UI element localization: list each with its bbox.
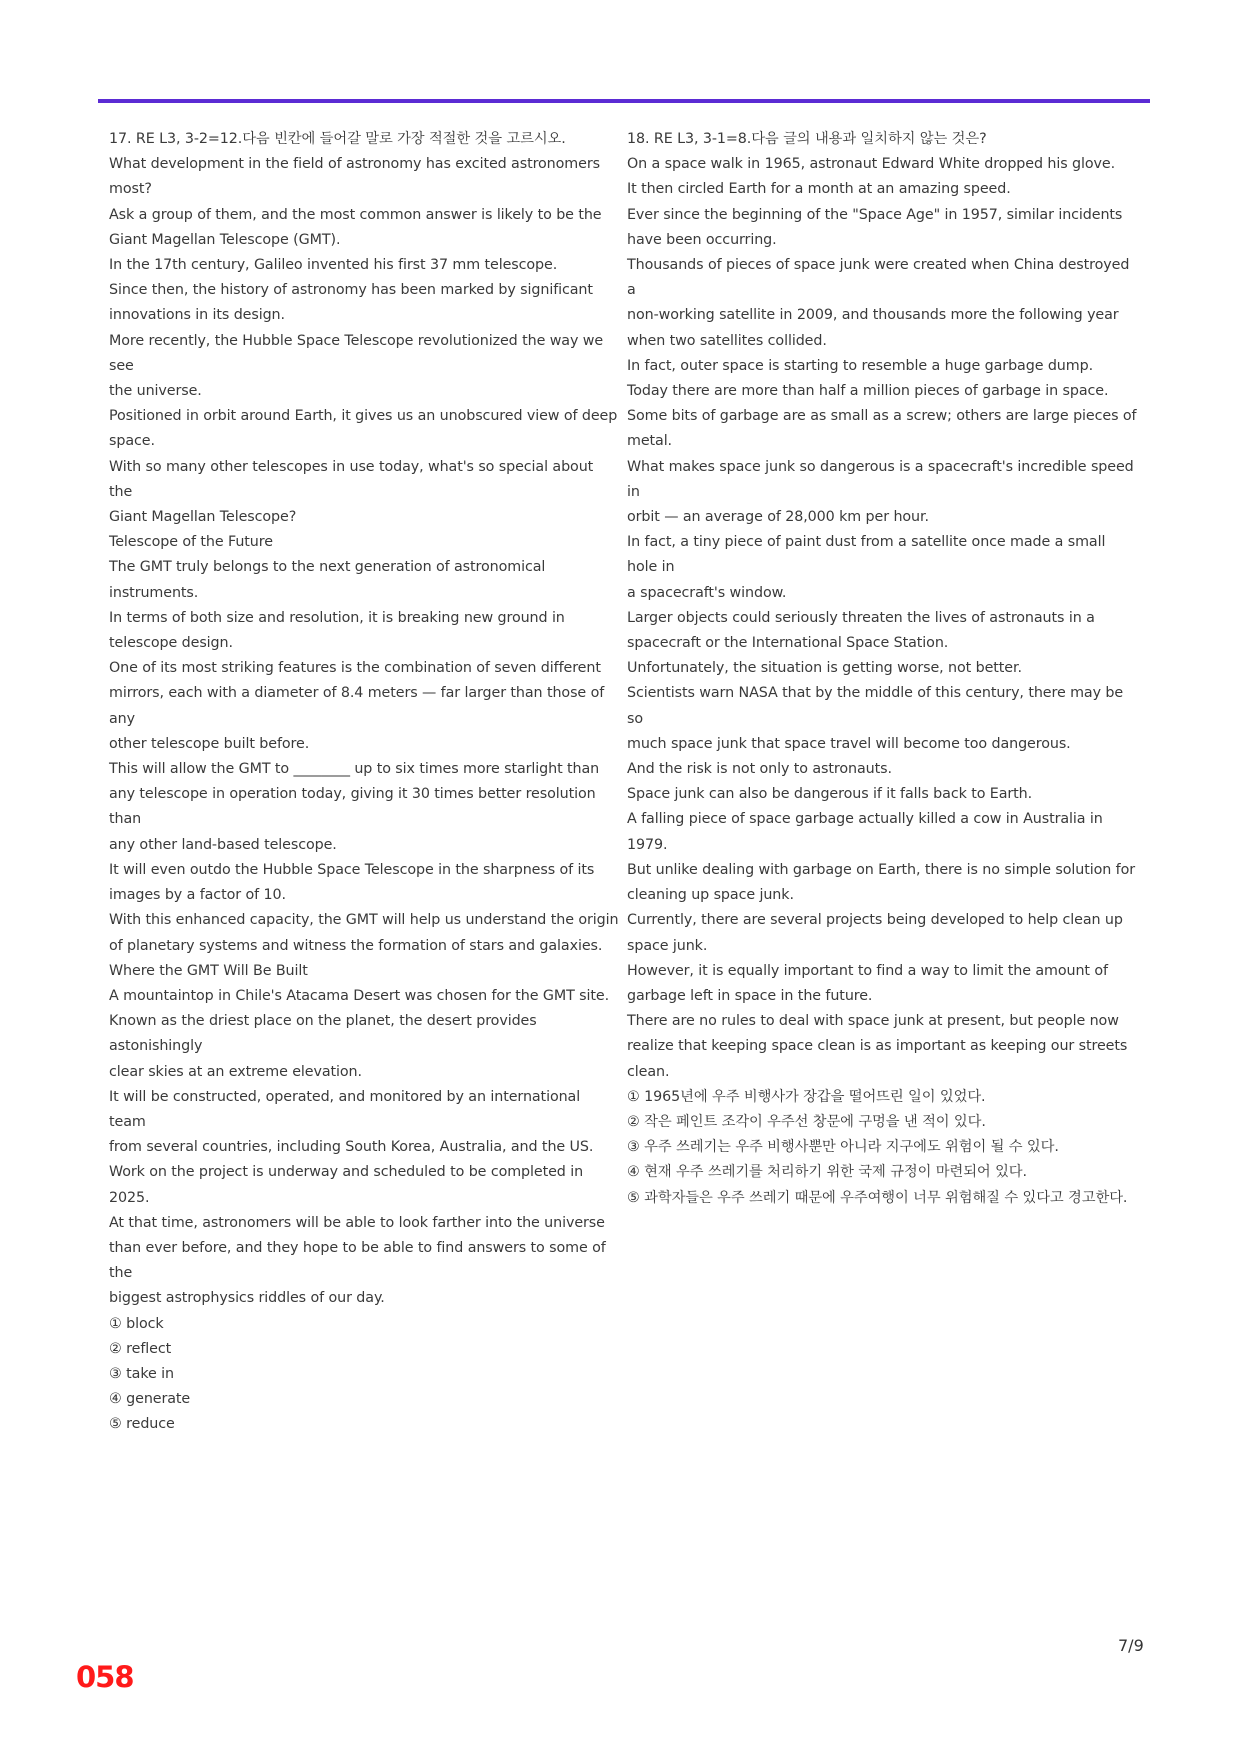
q18-text-line: realize that keeping space clean is as important as keeping our streets (627, 1038, 1128, 1055)
q18-text-line: In fact, a tiny piece of paint dust from a satellite once made a small hole in (627, 534, 1110, 576)
q17-text-line: mirrors, each with a diameter of 8.4 meters — far larger than those of any (109, 685, 609, 727)
q18-text-line: However, it is equally important to find a way to limit the amount of (627, 962, 1108, 979)
q18-text-line: orbit — an average of 28,000 km per hour. (627, 509, 929, 526)
q17-text-line: any telescope in operation today, giving it 30 times better resolution than (109, 786, 601, 828)
q17-text-line: With so many other telescopes in use today, what's so special about the (109, 458, 598, 500)
page-number: 7/9 (1118, 1636, 1144, 1655)
q17-text-line: Giant Magellan Telescope (GMT). (109, 231, 341, 248)
q18-text-line: spacecraft or the International Space Station. (627, 635, 949, 652)
q17-text-line: Giant Magellan Telescope? (109, 509, 297, 526)
question-18-column (627, 127, 1137, 1211)
q17-text-line: 17. RE L3, 3-2=12.다음 빈칸에 들어갈 말로 가장 적절한 것을 고르시오. (109, 131, 566, 147)
q17-text-line: In the 17th century, Galileo invented his first 37 mm telescope. (109, 257, 558, 274)
document-code: 058 (76, 1660, 134, 1694)
q17-text-line: ① block (109, 1315, 164, 1332)
q18-text-line: Unfortunately, the situation is getting worse, not better. (627, 660, 1022, 677)
q18-text-line: Thousands of pieces of space junk were created when China destroyed a (627, 257, 1134, 299)
q17-text-line: In terms of both size and resolution, it is breaking new ground in (109, 609, 565, 626)
q17-text-line: ③ take in (109, 1365, 174, 1382)
q18-text-line: non-working satellite in 2009, and thousands more the following year (627, 307, 1119, 324)
q18-text-line: ④ 현재 우주 쓰레기를 처리하기 위한 국제 규정이 마련되어 있다. (627, 1164, 1027, 1181)
q18-text-line: ③ 우주 쓰레기는 우주 비행사뿐만 아니라 지구에도 위험이 될 수 있다. (627, 1139, 1059, 1156)
q18-text-line: Currently, there are several projects being developed to help clean up (627, 912, 1123, 929)
q17-text-line: One of its most striking features is the combination of seven different (109, 660, 601, 677)
q17-text-line: ② reflect (109, 1340, 172, 1357)
q18-text-line: Today there are more than half a million pieces of garbage in space. (627, 383, 1109, 400)
q18-text-line: Ever since the beginning of the "Space Age" in 1957, similar incidents (627, 206, 1123, 223)
q17-text-line: The GMT truly belongs to the next generation of astronomical (109, 559, 546, 576)
q18-text-line: ⑤ 과학자들은 우주 쓰레기 때문에 우주여행이 너무 위험해질 수 있다고 경고한다. (627, 1189, 1128, 1206)
q17-text-line: Where the GMT Will Be Built (109, 962, 308, 979)
q17-text-line: instruments. (109, 584, 199, 601)
q17-text-line: At that time, astronomers will be able to look farther into the universe (109, 1214, 605, 1231)
q17-text-line: It will even outdo the Hubble Space Telescope in the sharpness of its (109, 861, 595, 878)
q18-text-line: But unlike dealing with garbage on Earth, there is no simple solution for (627, 861, 1136, 878)
q18-text-line: 18. RE L3, 3-1=8.다음 글의 내용과 일치하지 않는 것은? (627, 131, 987, 147)
q18-text-line: ① 1965년에 우주 비행사가 장갑을 떨어뜨린 일이 있었다. (627, 1088, 986, 1105)
q18-text-line: In fact, outer space is starting to resemble a huge garbage dump. (627, 357, 1094, 374)
q17-text-line: of planetary systems and witness the formation of stars and galaxies. (109, 937, 603, 954)
question-17-column (109, 127, 619, 1438)
q18-text-line: And the risk is not only to astronauts. (627, 761, 892, 778)
q18-text-line: Scientists warn NASA that by the middle of this century, there may be so (627, 685, 1128, 727)
q18-text-line: On a space walk in 1965, astronaut Edward White dropped his glove. (627, 156, 1116, 173)
q18-text-line: Space junk can also be dangerous if it falls back to Earth. (627, 786, 1033, 803)
q17-text-line: Work on the project is underway and scheduled to be completed in 2025. (109, 1164, 588, 1206)
q18-text-line: Larger objects could seriously threaten the lives of astronauts in a (627, 609, 1095, 626)
q18-text-line: What makes space junk so dangerous is a spacecraft's incredible speed in (627, 458, 1139, 500)
q18-text-line: cleaning up space junk. (627, 887, 794, 904)
q18-text-line: There are no rules to deal with space junk at present, but people now (627, 1013, 1119, 1030)
q17-text-line: from several countries, including South Korea, Australia, and the US. (109, 1139, 594, 1156)
q18-text-line: when two satellites collided. (627, 332, 827, 349)
q17-text-line: than ever before, and they hope to be able to find answers to some of the (109, 1239, 611, 1282)
q17-text-line: What development in the field of astronomy has excited astronomers (109, 156, 600, 173)
q17-text-line: any other land-based telescope. (109, 836, 337, 853)
q18-text-line: metal. (627, 433, 673, 450)
q17-text-line: ⑤ reduce (109, 1416, 175, 1433)
q18-text-line: garbage left in space in the future. (627, 987, 873, 1004)
q17-text-line: With this enhanced capacity, the GMT will help us understand the origin (109, 912, 619, 929)
q18-text-line: much space junk that space travel will become too dangerous. (627, 735, 1071, 752)
q17-text-line: most? (109, 181, 152, 198)
q17-text-line: space. (109, 433, 155, 450)
q18-text-line: It then circled Earth for a month at an amazing speed. (627, 181, 1011, 198)
q17-text-line: innovations in its design. (109, 307, 285, 324)
q17-text-line: ④ generate (109, 1391, 191, 1408)
q17-text-line: It will be constructed, operated, and monitored by an international team (109, 1088, 585, 1130)
q18-text-line: have been occurring. (627, 231, 777, 248)
q17-text-line: Since then, the history of astronomy has been marked by significant (109, 282, 593, 299)
q18-text-line: ② 작은 페인트 조각이 우주선 창문에 구멍을 낸 적이 있다. (627, 1113, 986, 1130)
q17-text-line: More recently, the Hubble Space Telescope revolutionized the way we see (109, 332, 608, 374)
q17-text-line: biggest astrophysics riddles of our day. (109, 1290, 385, 1307)
q17-text-line: Telescope of the Future (109, 534, 273, 551)
q18-text-line: space junk. (627, 937, 708, 954)
q17-text-line: Ask a group of them, and the most common answer is likely to be the (109, 206, 602, 223)
q18-text-line: A falling piece of space garbage actually killed a cow in Australia in 1979. (627, 811, 1108, 853)
q17-text-line: This will allow the GMT to ________ up to six times more starlight than (109, 761, 600, 778)
q17-text-line: clear skies at an extreme elevation. (109, 1063, 362, 1080)
q17-text-line: other telescope built before. (109, 735, 310, 752)
q18-text-line: clean. (627, 1063, 670, 1080)
q17-text-line: A mountaintop in Chile's Atacama Desert was chosen for the GMT site. (109, 987, 610, 1004)
q17-text-line: Known as the driest place on the planet, the desert provides astonishingly (109, 1013, 542, 1055)
q17-text-line: Positioned in orbit around Earth, it gives us an unobscured view of deep (109, 408, 618, 425)
q17-text-line: telescope design. (109, 635, 233, 652)
q18-text-line: a spacecraft's window. (627, 584, 787, 601)
q17-text-line: images by a factor of 10. (109, 887, 286, 904)
q18-text-line: Some bits of garbage are as small as a screw; others are large pieces of (627, 408, 1137, 425)
header-divider (98, 99, 1150, 103)
q17-text-line: the universe. (109, 383, 202, 400)
